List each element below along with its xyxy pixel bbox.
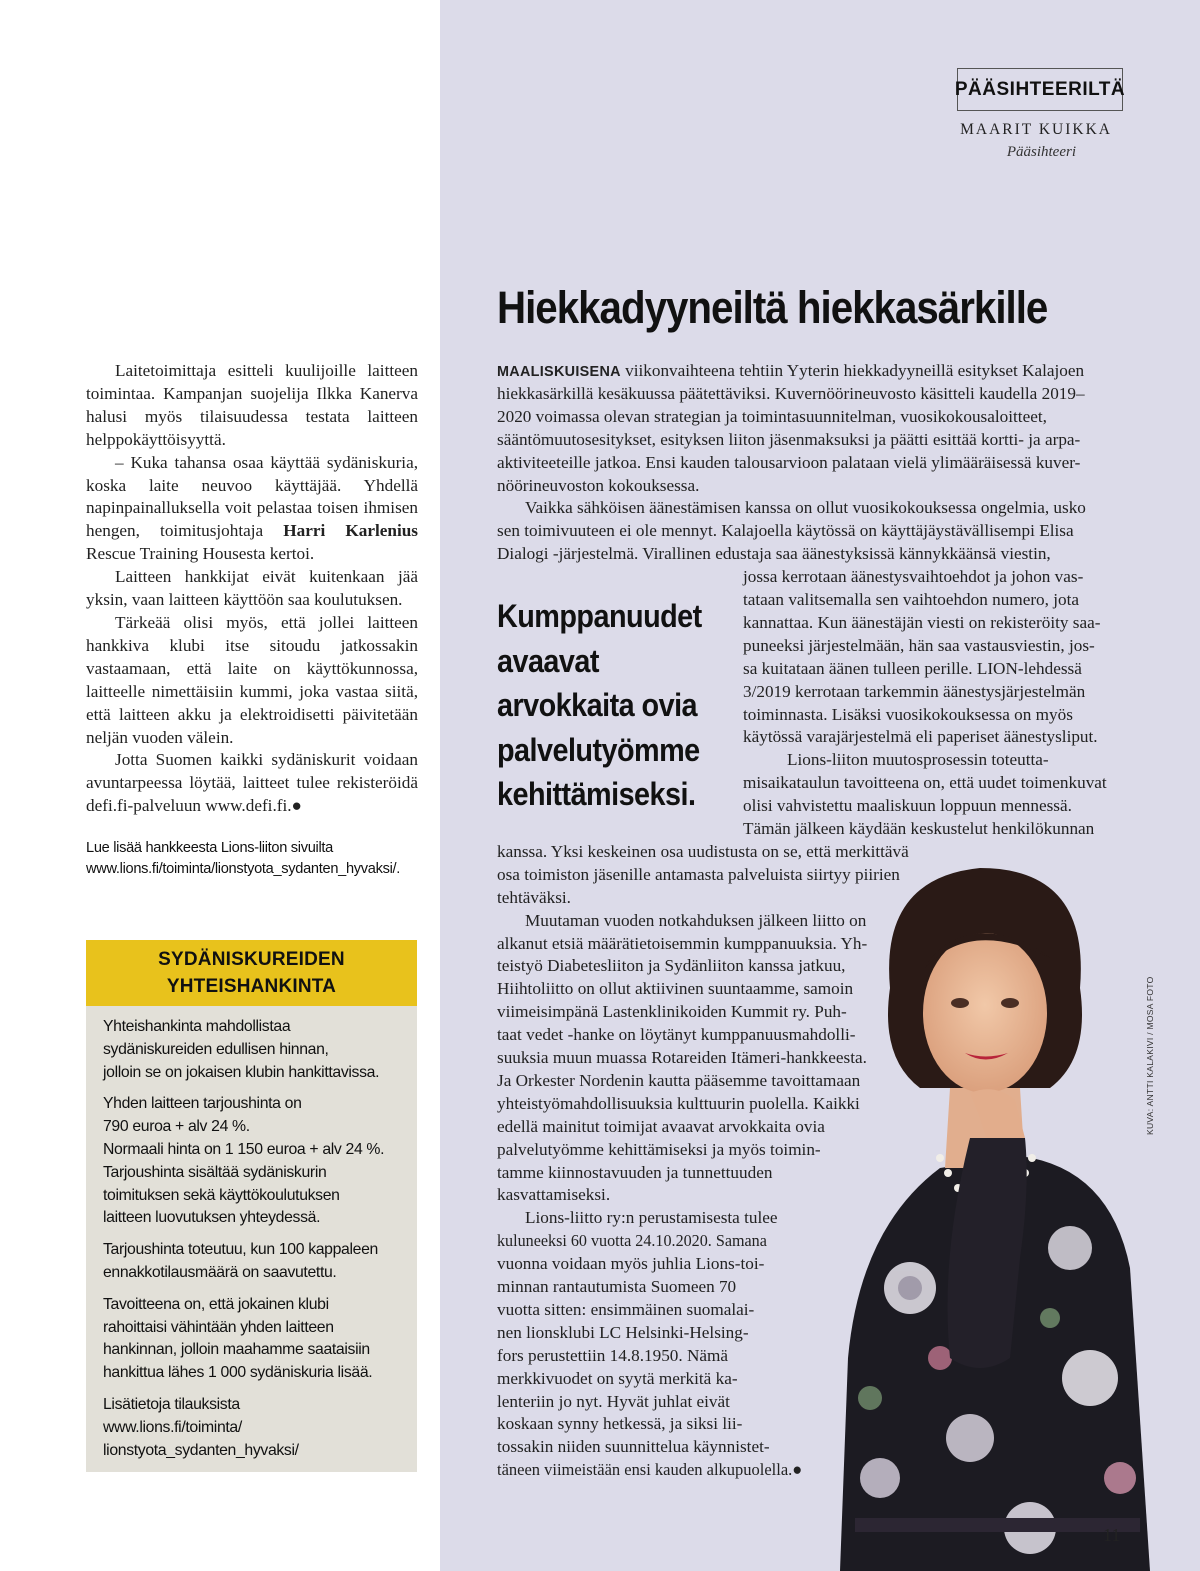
info-box-line: rahoittaisi vähintään yhden laitteen [103, 1318, 334, 1336]
article-line: jossa kerrotaan äänestysvaihtoehdot ja johon vas- [743, 567, 1084, 587]
page-number: 11 [1103, 1525, 1121, 1545]
info-box-line: Yhden laitteen tarjoushinta on [103, 1095, 302, 1113]
article-line: lenteriin jo nyt. Hyvät juhlat eivät [497, 1391, 730, 1411]
info-box-line: Yhteishankinta mahdollistaa [103, 1018, 291, 1035]
article-line: sa kuitataan äänen tulleen perille. LION-lehdessä [743, 658, 1082, 678]
article-line: fors perustettiin 14.8.1950. Nämä [497, 1345, 729, 1365]
article-line: taat vedet -hanke on löytänyt kumppanuusmahdolli- [497, 1025, 856, 1045]
info-box-line: Tavoitteena on, että jokainen klubi [103, 1295, 329, 1313]
info-box-line: Normaali hinta on 1 150 euroa + alv 24 %. [103, 1140, 385, 1158]
article-line: Muutaman vuoden notkahduksen jälkeen liitto on [525, 910, 867, 930]
info-box-line: laitteen luovutuksen yhteydessä. [103, 1209, 321, 1227]
article-line: edellä mainitut toimijat avaavat arvokkaita ovia [497, 1116, 825, 1136]
info-box-title: YHTEISHANKINTA [166, 976, 337, 997]
lead-word: MAALISKUISENA [497, 364, 621, 380]
article-line: toiminnasta. Lisäksi vuosikokouksessa on myös [743, 704, 1073, 724]
info-box [86, 940, 417, 1472]
info-box-line: 790 euroa + alv 24 %. [103, 1118, 250, 1136]
article-line: Dialogi -järjestelmä. Virallinen edustaja saa äänestyksissä kännykkäänsä viestin, [497, 544, 1051, 564]
article-line: yhteistyömahdollisuuksia kulttuurin puolella. Kaikki [497, 1093, 860, 1113]
info-box-body [86, 1006, 417, 1462]
article-line: suuksia muun muassa Rotareiden Itämeri-hankkeesta. [497, 1048, 867, 1067]
article-line: tehtäväksi. [497, 887, 571, 907]
info-box-line: Tarjoushinta toteutuu, kun 100 kappaleen [103, 1241, 378, 1259]
info-box-line: jolloin se on jokaisen klubin hankittavissa. [103, 1063, 380, 1081]
article-line: Lions-liiton muutosprosessin toteutta- [787, 750, 1049, 770]
article-line: teistyö Diabetesliiton ja Sydänliiton kanssa jatkuu, [497, 956, 846, 976]
pull-quote-line: palvelutyömme [497, 731, 700, 768]
article-line: koskaan synny hetkessä, ja siksi lii- [497, 1414, 743, 1434]
info-box-paragraph [103, 1016, 401, 1084]
info-box-line: hankinnan, jolloin maahamme saataisiin [103, 1341, 370, 1359]
speaker-name: Harri Karlenius [283, 521, 418, 541]
article-line: sääntömuutosesitykset, esityksen liiton jäsenmaksuksi ja päätti esittää kortti- ja arpa- [497, 429, 1081, 449]
article-line: Tämän jälkeen käydään keskustelut henkilökunnan [743, 819, 1095, 838]
article-line: kannattaa. Kun äänestäjän viesti on rekisteröity saa- [743, 612, 1101, 632]
photo-credit: KUVA: ANTTI KALAKIVI / MOSA FOTO [1145, 976, 1155, 1135]
article-line: Hiihtoliitto on ollut aktiivinen suuntaamme, samoin [497, 979, 854, 999]
left-article [86, 360, 418, 818]
portrait-photo [820, 838, 1150, 1571]
article-line: olisi vahvistettu maaliskuun loppuun mennessä. [743, 796, 1072, 816]
article-line: misaikataulun tavoitteena on, että uudet toimenkuvat [743, 773, 1107, 793]
info-box-paragraph [103, 1239, 401, 1285]
info-box-line: lionstyota_sydanten_hyvaksi/ [103, 1441, 299, 1459]
quote-text: – Kuka tahansa osaa käyttää sydäniskuria, koska laite neuvoo käyttäjää. Yhdellä napinpainalluksella voit pelastaa toisen ihmisen hengen, toimitusjohtaja [86, 452, 418, 541]
article-line: kanssa. Yksi keskeinen osa uudistusta on se, että merkittävä [497, 841, 909, 861]
article-line: täneen viimeistään ensi kauden alkupuolella.● [497, 1460, 803, 1480]
pull-quote-line: avaavat [497, 642, 599, 679]
article-line: nöörineuvoston kokouksessa. [497, 475, 700, 495]
article-line: vuonna voidaan myös juhlia Lions-toi- [497, 1254, 765, 1274]
article-line: 2020 voimassa olevan strategian ja toimintasuunnitelman, vuosikokousaloitteet, [497, 406, 1047, 426]
article-line: aktiviteeteille jatkoa. Ensi kauden talousarvioon palataan vielä ylimääräisessä kuver- [497, 452, 1081, 472]
left-paragraph [86, 452, 418, 567]
article-line: Ja Orkester Nordenin kautta pääsemme tavoittamaan [497, 1070, 861, 1090]
article-line: käytössä varajärjestelmä eli paperiset äänestysliput. [743, 727, 1098, 747]
info-box-line: sydäniskureiden edullisen hinnan, [103, 1040, 329, 1058]
info-box-line: Lisätietoja tilauksista [103, 1395, 240, 1413]
left-paragraph: Laitteen hankkijat eivät kuitenkaan jää yksin, vaan laitteen käyttöön saa koulutuksen. [86, 567, 418, 610]
info-box-line: ennakkotilausmäärä on saavutettu. [103, 1263, 337, 1281]
article-line: viimeisimpänä Lastenklinikoiden Kummit ry. Puh- [497, 1002, 847, 1022]
lead-line-text: viikonvaihteena tehtiin Yyterin hiekkadyyneillä esitykset Kalajoen [620, 361, 1085, 380]
speaker-suffix: Rescue Training Housesta kertoi. [86, 544, 315, 564]
article-line: osa toimiston jäsenille antamasta palveluista siirtyy piirien [497, 864, 900, 884]
article-line: tataan valitsemalla sen vaihtoehdon numero, jota [743, 590, 1080, 609]
article-line [497, 360, 1122, 384]
article-headline: Hiekkadyyneiltä hiekkasärkille [497, 282, 1048, 333]
article-line: nen lionsklubi LC Helsinki-Helsing- [497, 1322, 749, 1342]
info-box-paragraph [103, 1093, 401, 1230]
pull-quote-line: arvokkaita ovia [497, 687, 698, 723]
author-role: Pääsihteeri [1006, 144, 1076, 160]
info-box-line: www.lions.fi/toiminta/ [103, 1418, 242, 1436]
pull-quote-line: kehittämiseksi. [497, 776, 696, 812]
more-info-note [86, 838, 426, 880]
left-paragraph: Tärkeää olisi myös, että jollei laitteen hankkiva klubi itse sitoudu jatkossakin vastaamaan, että laite on käyttökunnossa, laitteelle nimettäisiin kummi, joka vastaa siitä, että laitteen akku ja elektroidisetti päivitetään neljän vuoden välein. [86, 612, 418, 747]
section-tag: PÄÄSIHTEERILTÄ [957, 68, 1123, 111]
article-line: minnan rantautumista Suomeen 70 [497, 1277, 737, 1296]
left-paragraph: Jotta Suomen kaikki sydäniskurit voidaan avuntarpeessa löytää, laitteet tulee rekisteröidä defi.fi-palveluun www.defi.fi.● [86, 750, 418, 816]
note-line: Lue lisää hankkeesta Lions-liiton sivuilta [86, 840, 333, 856]
article-line: tossakin niiden suunnittelua käynnistet- [497, 1437, 770, 1457]
article-line: merkkivuodet on syytä merkitä ka- [497, 1368, 738, 1388]
info-box-paragraph [103, 1394, 401, 1462]
article-line: 3/2019 kerrotaan tarkemmin äänestysjärjestelmän [743, 681, 1086, 701]
note-link[interactable]: www.lions.fi/toiminta/lionstyota_sydanten_hyvaksi/. [86, 861, 401, 877]
info-box-line: hankittua lähes 1 000 sydäniskuria lisää. [103, 1364, 373, 1382]
article-line: alkanut etsiä määrätietoisemmin kumppanuuksia. Yh- [497, 933, 868, 953]
info-box-header [86, 940, 417, 1006]
article-line: hiekkasärkillä kesäkuussa päätettäviksi. Kuvernöörineuvosto käsitteli kaudella 2019– [497, 383, 1085, 403]
left-paragraph: Laitetoimittaja esitteli kuulijoille laitteen toimintaa. Kampanjan suojelija Ilkka Kanerva halusi myös tilaisuudessa testata laitteen helppokäyttöisyyttä. [86, 361, 418, 449]
pull-quote [497, 594, 702, 817]
article-line: kasvattamiseksi. [497, 1185, 611, 1205]
author-name: MAARIT KUIKKA [960, 121, 1112, 138]
info-box-line: Tarjoushinta sisältää sydäniskurin [103, 1163, 327, 1181]
article-line: vuotta sitten: ensimmäinen suomalai- [497, 1299, 755, 1319]
article-line: palvelutyömme kehittämiseksi ja myös toimin- [497, 1139, 821, 1159]
article-line: sen toimivuuteen ei ole mennyt. Kalajoella käytössä on käyttäjäystävällisempi Elisa [497, 521, 1074, 541]
article-line: Vaikka sähköisen äänestämisen kanssa on ollut vuosikokouksessa ongelmia, usko [525, 498, 1086, 518]
article-line: Lions-liitto ry:n perustamisesta tulee [525, 1208, 778, 1228]
info-box-line: toimituksen sekä käyttökoulutuksen [103, 1186, 340, 1204]
article-line: tamme kiinnostavuuden ja tunnettuuden [497, 1162, 773, 1182]
article-line: kuluneeksi 60 vuotta 24.10.2020. Samana [497, 1231, 767, 1251]
info-box-title: SYDÄNISKUREIDEN [158, 949, 345, 970]
pull-quote-line: Kumppanuudet [497, 598, 702, 634]
article-line: puneeksi järjestelmään, hän saa vastausviestin, jos- [743, 635, 1095, 655]
info-box-paragraph [103, 1294, 401, 1385]
